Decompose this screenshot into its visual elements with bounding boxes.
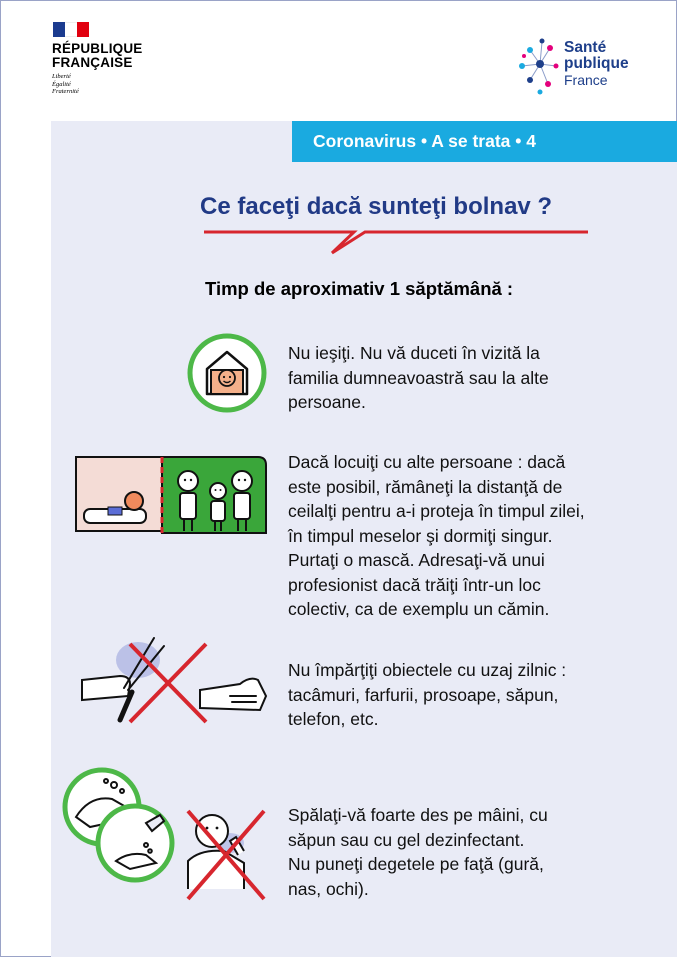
- topic-banner: Coronavirus • A se trata • 4: [292, 121, 677, 162]
- republic-motto: Liberté Égalité Fraternité: [52, 73, 79, 95]
- speech-underline-icon: [200, 220, 600, 260]
- republic-title: RÉPUBLIQUE FRANÇAISE: [52, 41, 143, 70]
- sante-publique-france-logo: [516, 36, 646, 100]
- republique-francaise-logo: [52, 22, 162, 96]
- duration-subtitle: Timp de aproximativ 1 săptămână :: [205, 278, 514, 299]
- french-flag-icon: [53, 22, 89, 37]
- stay-home-icon: [187, 333, 267, 413]
- isolation-icon: [70, 451, 270, 539]
- agency-name: Santé publique France: [564, 39, 629, 88]
- no-sharing-icon: [80, 630, 280, 725]
- network-dots-icon: [516, 36, 564, 100]
- item-text-no-sharing: Nu împărţiţi obiectele cu uzaj zilnic : tacâmuri, farfurii, prosoape, săpun, telefon, etc.: [288, 660, 567, 729]
- hand-washing-icon: [60, 765, 280, 905]
- item-text-hand-washing: Spălaţi-vă foarte des pe mâini, cu săpun sau cu gel dezinfectant. Nu puneţi degetele pe faţă (gură, nas, ochi).: [288, 805, 548, 899]
- item-text-isolation: Dacă locuiţi cu alte persoane : dacă este posibil, rămâneţi la distanţă de ceilalţi pentru a-i proteja în timpul zilei, în timpul meselor şi dormiţi singur. Purtaţi o mască. Adresaţi-vă unui profesionist dacă trăiţi într-un loc colectiv, ca de exemplu un cămin.: [288, 452, 585, 619]
- page-title: Ce faceţi dacă sunteţi bolnav ?: [200, 193, 553, 220]
- item-text-stay-home: Nu ieşiţi. Nu vă duceti în vizită la familia dumneavoastră sau la alte persoane.: [288, 343, 549, 412]
